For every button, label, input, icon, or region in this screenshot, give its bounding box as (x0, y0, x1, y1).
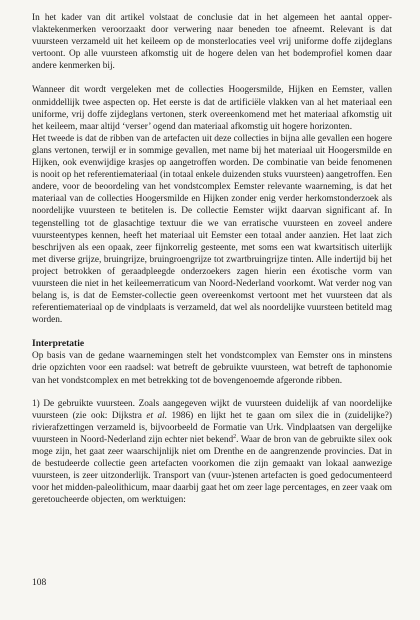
page-number: 108 (32, 578, 47, 588)
paragraph-used-flint-part-2: 1986) en lijkt het te gaan om silex die in (zuidelijke?) rivierafzettingen verzameld is, bijvoorbeeld de Formatie van Urk. Vindplaatsen van dergelijke vuursteen in Noord-Nederland zijn echter niet bekend (32, 410, 393, 445)
footnote-marker: 2 (233, 433, 237, 440)
paragraph-used-flint-part-1: 1) De gebruikte vuursteen. Zoals aangegeven wijkt de vuursteen duidelijk af van noordelijke vuursteen (zie ook: Dijkstra (32, 398, 392, 421)
paragraph-collections-comparison: Wanneer dit wordt vergeleken met de collecties Hoogersmilde, Hijken en Eemster, vallen onmiddellijk twee aspecten op. Het eerste is dat de artificiële vlakken van al het materiaal een uniforme, vrij doffe zijdeglans vertonen, sterk overeenkomend met het materiaal afkomstig uit het keileem, maar altijd ‘verser’ ogend dan materiaal afkomstig uit hogere horizonten. (32, 85, 392, 132)
paragraph-used-flint (32, 398, 392, 507)
section-heading-interpretatie: Interpretatie (32, 339, 85, 350)
et-al-italic: et al. (146, 410, 168, 421)
paragraph-ridges-gloss: Het tweede is dat de ribben van de artefacten uit deze collecties in bijna alle gevallen een hogere glans vertonen, terwijl er in sommige gevallen, met name bij het materiaal uit Hoogersmilde en Hijken, ook evenwijdige krasjes op aangetroffen worden. De combinatie van beide fenomenen is nooit op het referentiemateriaal (in totaal enkele duizenden stuks vuursteen) aangetroffen. Een andere, voor de beoordeling van het vondstcomplex Eemster relevante waarneming, is dat het materiaal van de collecties Hoogersmilde en Hijken zonder enig verder herkomstonderzoek als noordelijke vuursteen te betitelen is. De collectie Eemster wijkt daarvan significant af. In tegenstelling tot de glasachtige textuur die we van erratische vuursteen en zoveel andere vuursteentypes kennen, heeft het materiaal uit Eemster een totaal ander aanzien. Het laat zich beschrijven als een opaak, zeer fijnkorrelig gesteente, met soms een wat kwartsitisch uiterlijk met diverse grijze, bruingrijze, bruingroengrijze tot zwartbruingrijze tinten. Alle indertijd bij het project betrokken of geraadpleegde onderzoekers zagen hierin een éxotische vorm van vuursteen die niet in het keileemerraticum van Noord-Nederland voorkomt. Wat verder nog van belang is, is dat de Eemster-collectie geen overeenkomst vertoont met het vuursteen dat als referentiemateriaal op de vindplaats is verzameld, dat wel als noordelijke vuursteen betiteld mag worden. (32, 133, 392, 326)
paragraph-three-puzzles: Op basis van de gedane waarnemingen stelt het vondstcomplex van Eemster ons in minstens drie opzichten voor een raadsel: wat betreft de gebruikte vuursteen, wat betreft de taphonomie van het vondstcomplex en met betrekking tot de bovengenoemde afgeronde ribben. (32, 351, 392, 386)
paragraph-weathering-conclusion: In het kader van dit artikel volstaat de conclusie dat in het algemeen het aantal oppervlaktekenmerken veroorzaakt door verwering naar beneden toe afneemt. Relevant is dat vuursteen verzameld uit het keileem op de monsterlocaties veel vrij uniforme doffe zijdeglans vertoont. Op alle vuursteen afkomstig uit de hogere delen van het bodemprofiel komen daar andere kenmerken bij. (32, 13, 392, 72)
paragraph-used-flint-part-3: . Waar de bron van de gebruikte silex ook moge zijn, het gaat zeer waarschijnlijk niet om Drenthe en de aangrenzende provincies. Dat in de bestudeerde collectie geen artefacten voorkomen die zijn gemaakt van lokaal aanwezige vuursteen, is zeer uitzonderlijk. Transport van (vuur-)stenen artefacten is goed gedocumenteerd voor het midden-paleolithicum, maar daarbij gaat het om zeer lage percentages, en zeer vaak om geretoucheerde objecten, om werktuigen: (32, 434, 392, 506)
